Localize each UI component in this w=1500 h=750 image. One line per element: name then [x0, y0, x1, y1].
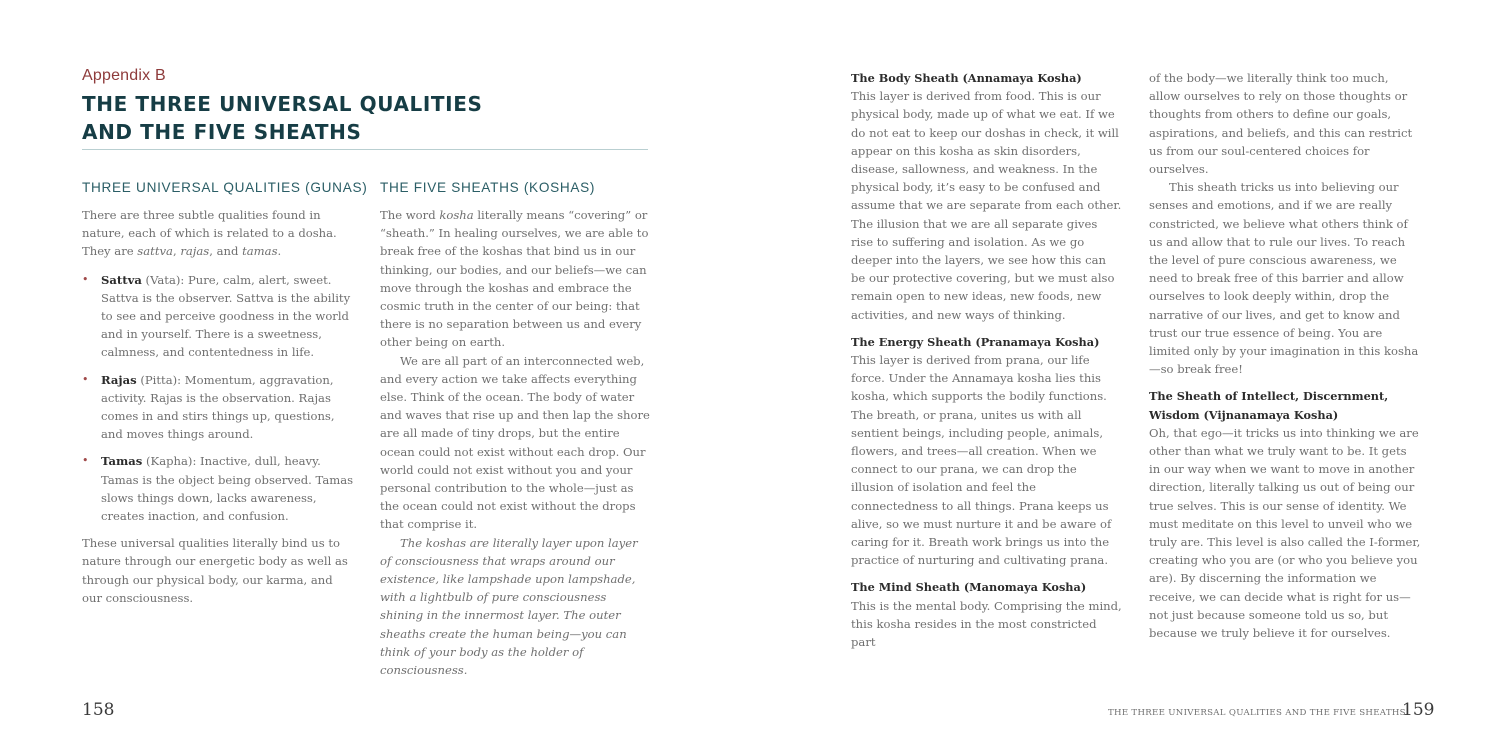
- sheaths-column-2: [1149, 69, 1421, 651]
- gunas-list: [82, 271, 354, 526]
- intro-text: There are three subtle qualities found in nature, each of which is related to a dosha. They are: [82, 208, 337, 259]
- list-item-term: Sattva: [101, 272, 142, 287]
- mind-sheath-continued-text: of the body—we literally think too much, allow ourselves to rely on those thoughts or thoughts from others to define our goals, aspirations, and beliefs, and this can restrict us from our soul-centered choices for ourselves.: [1149, 71, 1413, 177]
- koshas-column: [380, 180, 652, 679]
- energy-sheath-heading: The Energy Sheath (Pranamaya Kosha): [851, 334, 1100, 349]
- body-sheath-section: [851, 69, 1123, 324]
- gunas-intro: [82, 206, 354, 261]
- intellect-sheath-text: Oh, that ego—it tricks us into thinking we are other than what we truly want to be. It gets in our way when we want to move in another direction, literally talking us out of being our true selves. This is our sense of identity. We must meditate on this level to unveil who we truly are. This level is also called the I-former, creating who you are (or who you believe you are). By discerning the information we receive, we can decide what is right for us—not just because someone told us so, but because we truly believe it for ourselves.: [1149, 425, 1421, 641]
- appendix-label: Appendix B: [82, 67, 166, 84]
- separator: ,: [172, 244, 181, 259]
- koshas-paragraph-1: [380, 206, 652, 352]
- intellect-sheath-heading: The Sheath of Intellect, Discernment, Wisdom (Vijnanamaya Kosha): [1149, 389, 1389, 422]
- koshas-paragraph-3: The koshas are literally layer upon layer of consciousness that wraps around our existence, like lampshade upon lampshade, with a lightbulb of pure consciousness shining in the innermost layer. The outer sheaths create the human being—you can think of your body as the holder of consciousness.: [380, 535, 638, 678]
- chapter-title-line-1: THE THREE UNIVERSAL QUALITIES: [82, 92, 483, 116]
- page-number-right: 159: [1402, 700, 1435, 720]
- list-item-text: (Pitta): Momentum, aggravation, activity. Rajas is the observation. Rajas comes in and stirs things up, questions, and moves things around.: [101, 372, 335, 442]
- list-item-sattva: [82, 271, 354, 362]
- list-item-term: Tamas: [101, 454, 143, 469]
- mind-sheath-paragraph-2: This sheath tricks us into believing our senses and emotions, and if we are really constricted, we believe what others think of us and allow that to rule our lives. To reach the level of pure conscious awareness, we need to break free of this barrier and allow ourselves to look deeply within, drop the narrative of our lives, and get to know and trust our true essence of being. You are limited only by your imagination in this kosha—so break free!: [1149, 180, 1419, 377]
- list-item-term: Rajas: [101, 372, 137, 387]
- sheaths-column-1: [851, 69, 1123, 660]
- term-rajas: rajas: [180, 244, 210, 259]
- gunas-column: [82, 180, 368, 607]
- mind-sheath-text: This is the mental body. Comprising the mind, this kosha resides in the most constricted part: [851, 598, 1122, 650]
- energy-sheath-text: This layer is derived from prana, our life force. Under the Annamaya kosha lies this kosha, which supports the bodily functions. The breath, or prana, unites us with all sentient beings, including people, animals, flowers, and trees—all creation. When we connect to our prana, we can drop the illusion of isolation and feel the connectedness to all things. Prana keeps us alive, so we must nurture it and be aware of caring for it. Breath work brings us into the practice of nurturing and cultivating prana.: [851, 353, 1112, 568]
- intellect-sheath-section: [1149, 387, 1421, 642]
- separator: , and: [209, 244, 243, 259]
- term-tamas: tamas: [242, 244, 278, 259]
- list-item-text: (Vata): Pure, calm, alert, sweet. Sattva is the observer. Sattva is the ability to see and perceive goodness in the world and in yourself. There is a sweetness, calmness, and contentedness in life.: [101, 272, 351, 360]
- mind-sheath-continued: [1149, 69, 1421, 378]
- page-number-left: 158: [82, 700, 115, 720]
- chapter-title-line-2: AND THE FIVE SHEATHS: [82, 120, 362, 144]
- mind-sheath-heading: The Mind Sheath (Manomaya Kosha): [851, 580, 1087, 595]
- list-item-tamas: [82, 452, 354, 525]
- bullet-icon: •: [82, 454, 89, 468]
- energy-sheath-section: [851, 333, 1123, 570]
- term-kosha: kosha: [439, 208, 474, 222]
- list-item-rajas: [82, 371, 354, 444]
- running-head: THE THREE UNIVERSAL QUALITIES AND THE FIVE SHEATHS: [1108, 708, 1406, 718]
- paragraph-text: The word: [380, 208, 440, 222]
- koshas-heading: THE FIVE SHEATHS (KOSHAS): [380, 180, 596, 195]
- body-sheath-text: This layer is derived from food. This is our physical body, made up of what we eat. If we do not eat to keep our doshas in check, it will appear on this kosha as skin disorders, disease, sallowness, and weakness. In the physical body, it’s easy to be confused and assume that we are separate from each other. The illusion that we are all separate gives rise to suffering and isolation. As we go deeper into the layers, we see how this can be our protective covering, but we must also remain open to new ideas, new foods, new activities, and new ways of thinking.: [851, 89, 1122, 322]
- chapter-title: [82, 90, 652, 146]
- list-item-text: (Kapha): Inactive, dull, heavy. Tamas is the object being observed. Tamas slows things down, lacks awareness, creates inaction, and confusion.: [101, 454, 354, 524]
- bullet-icon: •: [82, 272, 89, 286]
- paragraph-text: literally means “covering” or “sheath.” In healing ourselves, we are able to break free of the koshas that bind us in our thinking, our bodies, and our beliefs—we can move through the koshas and embrace the cosmic truth in the center of our being: that there is no separation between us and every other being on earth.: [380, 208, 649, 350]
- mind-sheath-section: [851, 578, 1123, 651]
- koshas-paragraph-2: We are all part of an interconnected web, and every action we take affects everything else. Think of the ocean. The body of water and waves that rise up and then lap the shore are all made of tiny drops, but the entire ocean could not exist without each drop. Our world could not exist without you and your personal contribution to the whole—just as the ocean could not exist without the drops that comprise it.: [380, 353, 650, 532]
- title-divider: [82, 149, 648, 150]
- term-sattva: sattva: [137, 244, 173, 259]
- body-sheath-heading: The Body Sheath (Annamaya Kosha): [851, 71, 1082, 85]
- period: .: [277, 244, 282, 259]
- gunas-closing: These universal qualities literally bind us to nature through our energetic body as well as through our physical body, our karma, and our consciousness.: [82, 536, 348, 605]
- right-page: [750, 0, 1500, 750]
- gunas-heading: THREE UNIVERSAL QUALITIES (GUNAS): [82, 180, 368, 195]
- bullet-icon: •: [82, 372, 89, 386]
